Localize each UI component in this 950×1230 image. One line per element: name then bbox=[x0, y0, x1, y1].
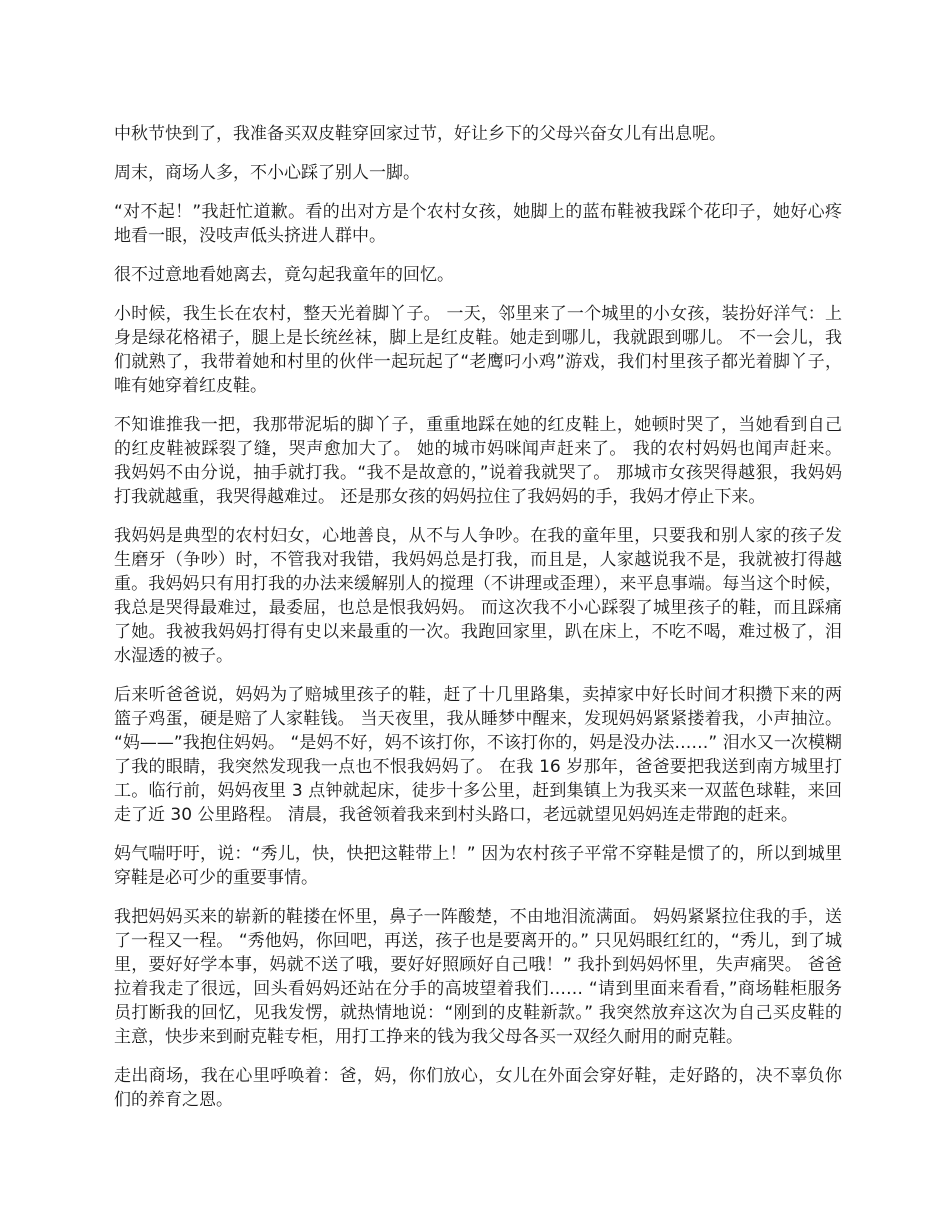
paragraph-2: 周末，商场人多，不小心踩了别人一脚。 bbox=[114, 163, 420, 183]
paragraph-9: 妈气喘吁吁，说：“秀儿，快，快把这鞋带上！” 因为农村孩子平常不穿鞋是惯了的，所以到城里穿鞋是必可少的重要事情。 bbox=[114, 844, 842, 888]
paragraph-8: 后来听爸爸说，妈妈为了赔城里孩子的鞋，赶了十几里路集，卖掉家中好长时间才积攒下来的两篮子鸡蛋，硬是赔了人家鞋钱。 当天夜里，我从睡梦中醒来，发现妈妈紧紧搂着我，小声抽泣。 “妈——”我抱住妈妈。 “是妈不好，妈不该打你，不该打你的，妈是没办法……” 泪水又一次模糊了我的眼睛，我突然发现我一点也不恨我妈妈了。 在我 16 岁那年，爸爸要把我送到南方城里打工。临行前，妈妈夜里 3 点钟就起床，徒步十多公里，赶到集镇上为我买来一双蓝色球鞋，来回走了近 30 公里路程。 清晨，我爸领着我来到村头路口，老远就望见妈妈连走带跑的赶来。 bbox=[114, 685, 842, 825]
paragraph-4: 很不过意地看她离去，竟勾起我童年的回忆。 bbox=[114, 265, 454, 285]
paragraph-1: 中秋节快到了，我准备买双皮鞋穿回家过节，好让乡下的父母兴奋女儿有出息呢。 bbox=[114, 124, 726, 144]
paragraph-5: 小时候，我生长在农村，整天光着脚丫子。 一天，邻里来了一个城里的小女孩，装扮好洋气：上身是绿花格裙子，腿上是长统丝袜，脚上是红皮鞋。她走到哪儿，我就跟到哪儿。 不一会儿，我们就熟了，我带着她和村里的伙伴一起玩起了“老鹰叼小鸡”游戏，我们村里孩子都光着脚丫子，唯有她穿着红皮鞋。 bbox=[114, 304, 842, 396]
paragraph-3: “对不起！”我赶忙道歉。看的出对方是个农村女孩，她脚上的蓝布鞋被我踩个花印子，她好心疼地看一眼，没吱声低头挤进人群中。 bbox=[114, 202, 842, 246]
paragraph-11: 走出商场，我在心里呼唤着：爸，妈，你们放心，女儿在外面会穿好鞋，走好路的，决不辜负你们的养育之恩。 bbox=[114, 1066, 842, 1110]
paragraph-6: 不知谁推我一把，我那带泥垢的脚丫子，重重地踩在她的红皮鞋上，她顿时哭了，当她看到自己的红皮鞋被踩裂了缝，哭声愈加大了。 她的城市妈咪闻声赶来了。 我的农村妈妈也闻声赶来。 我妈妈不由分说，抽手就打我。“我不是故意的，”说着我就哭了。 那城市女孩哭得越狠，我妈妈打我就越重，我哭得越难过。 还是那女孩的妈妈拉住了我妈妈的手，我妈才停止下来。 bbox=[114, 415, 842, 507]
document-page bbox=[114, 122, 842, 1127]
paragraph-7: 我妈妈是典型的农村妇女，心地善良，从不与人争吵。在我的童年里，只要我和别人家的孩子发生磨牙（争吵）时，不管我对我错，我妈妈总是打我，而且是，人家越说我不是，我就被打得越重。我妈妈只有用打我的办法来缓解别人的搅理（不讲理或歪理），来平息事端。每当这个时候，我总是哭得最难过，最委屈，也总是恨我妈妈。 而这次我不小心踩裂了城里孩子的鞋，而且踩痛了她。我被我妈妈打得有史以来最重的一次。我跑回家里，趴在床上，不吃不喝，难过极了，泪水湿透的被子。 bbox=[114, 526, 842, 666]
paragraph-10: 我把妈妈买来的崭新的鞋搂在怀里，鼻子一阵酸楚，不由地泪流满面。 妈妈紧紧拉住我的手，送了一程又一程。 “秀他妈，你回吧，再送，孩子也是要离开的。” 只见妈眼红红的，“秀儿，到了城里，要好好学本事，妈就不送了哦，要好好照顾好自己哦！” 我扑到妈妈怀里，失声痛哭。 爸爸拉着我走了很远，回头看妈妈还站在分手的高坡望着我们…… “请到里面来看看，”商场鞋柜服务员打断我的回忆，见我发愣，就热情地说：“刚到的皮鞋新款。” 我突然放弃这次为自己买皮鞋的主意，快步来到耐克鞋专柜，用打工挣来的钱为我父母各买一双经久耐用的耐克鞋。 bbox=[114, 907, 842, 1047]
